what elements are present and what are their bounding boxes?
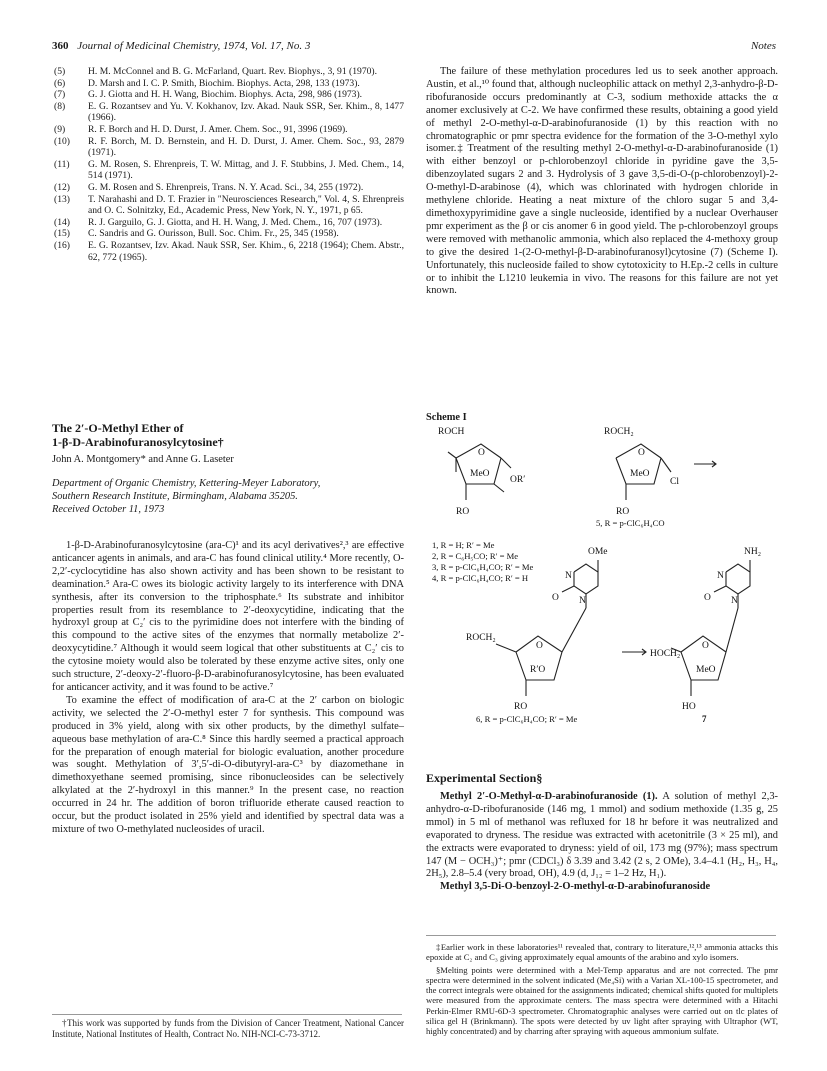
article-authors: John A. Montgomery* and Anne G. Laseter <box>52 454 234 465</box>
reference-item: (13) T. Narahashi and D. T. Frazier in "Neurosciences Research," Vol. 4, S. Ehrenpreis and O. C. Solnitzky, Ed., Academic Press, New York, N. Y., 1971, p 65. <box>54 193 404 217</box>
svg-text:O: O <box>704 593 711 603</box>
legend-1: 1, R = H; R′ = Me <box>432 540 495 550</box>
svg-text:N: N <box>717 571 724 581</box>
svg-text:O: O <box>552 593 559 603</box>
article-title: The 2′-O-Methyl Ether of 1-β-D-Arabinofuranosylcytosine† <box>52 421 224 449</box>
pyrimidine-ring-7 <box>726 564 750 594</box>
reference-list <box>52 66 404 263</box>
svg-text:ROCH₂: ROCH₂ <box>466 633 496 643</box>
reference-item: (14) R. J. Garguilo, G. J. Giotta, and H. H. Wang, J. Med. Chem., 16, 707 (1973). <box>54 216 383 228</box>
article-body-left <box>52 540 404 837</box>
svg-text:MeO: MeO <box>696 665 716 675</box>
reference-item: (9) R. F. Borch and H. D. Durst, J. Amer. Chem. Soc., 91, 3996 (1969). <box>54 123 348 135</box>
svg-text:O: O <box>702 641 709 651</box>
svg-text:R′O: R′O <box>530 665 546 675</box>
running-header <box>52 40 776 56</box>
legend-3: 3, R = p-ClC₆H₄CO; R′ = Me <box>432 562 534 572</box>
received-date: Received October 11, 1973 <box>52 503 165 515</box>
svg-text:O: O <box>638 448 645 458</box>
footnotes-right <box>426 942 778 1039</box>
reference-item: (10) R. F. Borch, M. D. Bernstein, and H. D. Durst, J. Amer. Chem. Soc., 93, 2879 (1971). <box>54 135 404 159</box>
svg-text:RO: RO <box>456 507 470 517</box>
svg-text:ROCH₂: ROCH₂ <box>604 427 634 437</box>
footnote-divider <box>426 935 776 936</box>
reference-item: (12) G. M. Rosen and S. Ehrenpreis, Trans. N. Y. Acad. Sci., 34, 255 (1972). <box>54 181 364 193</box>
experimental-body <box>426 791 778 894</box>
section-label: Notes <box>750 40 776 52</box>
svg-text:OR′: OR′ <box>510 475 526 485</box>
page-number: 360 <box>52 40 69 52</box>
svg-text:MeO: MeO <box>630 469 650 479</box>
reaction-scheme <box>426 422 786 767</box>
reference-item: (15) C. Sandris and G. Ourisson, Bull. Soc. Chim. Fr., 25, 345 (1958). <box>54 228 339 240</box>
svg-text:MeO: MeO <box>470 469 490 479</box>
svg-text:Cl: Cl <box>670 477 679 487</box>
legend-2: 2, R = C₆H₅CO; R′ = Me <box>432 551 519 561</box>
reference-item: (11) G. M. Rosen, S. Ehrenpreis, T. W. Mittag, and J. F. Stubbins, J. Med. Chem., 14, 514 (1971). <box>54 158 404 182</box>
footnote-divider <box>52 1014 402 1015</box>
svg-text:N: N <box>565 571 572 581</box>
experimental-heading: Experimental Section§ <box>426 771 543 785</box>
svg-text:O: O <box>478 448 485 458</box>
reference-item: (6) D. Marsh and I. C. P. Smith, Biochim. Biophys. Acta, 298, 133 (1973). <box>54 77 360 89</box>
legend-5: 5, R = p-ClC₆H₄CO <box>596 518 665 528</box>
legend-7: 7 <box>702 714 707 724</box>
reference-item: (8) E. G. Rozantsev and Yu. V. Kokhanov, Izv. Akad. Nauk SSR, Ser. Khim., 8, 1477 (1966). <box>54 100 404 124</box>
paragraph: 1-β-D-Arabinofuranosylcytosine (ara-C)¹ and its acyl derivatives²,³ are effective anticancer agents in animals, and ara-C has found clinical utility.⁴ More recently, O-2,2′-cyclocytidine has also shown activity and has been shown to be resistant to deamination.⁵ Ara-C owes its biologic activity largely to its interference with DNA synthesis, after its conversion to the triphosphate.⁶ Its substrate and inhibitor properties result from its resemblance to 2′-deoxycytidine, indicating that the hydroxyl group at C₂′ cis to the pyrimidine does not interfere with the binding of this compound to the active sites of the enzymes that normally metabolize 2′-deoxycytidine.⁷ Although it would seem logical that other substituents at C₂′ cis to the cytosine moiety would also be tolerated by these enzyme active sites, only one such structure, 2′-deoxy-2′-fluoro-β-D-arabinofuranosylcytosine, has been evaluated for anticancer activity, and it was found to be active.⁷ <box>52 540 404 693</box>
svg-text:N: N <box>579 596 586 606</box>
pyrimidine-ring-6 <box>574 564 598 594</box>
svg-text:ROCH: ROCH <box>438 427 465 437</box>
article-body-right <box>426 66 778 298</box>
paragraph: The failure of these methylation procedures led us to seek another approach. Austin, et al.,¹⁰ found that, although nucleophilic attack on methyl 2,3-anhydro-β-D-ribofuranoside occurs predominantly at C-3, sodium methoxide attacks the α anomer exclusively at C-2. We have confirmed these results, obtaining a good yield of methyl 2-O-methyl-α-D-arabinofuranoside (1) by this reaction with no chromatographic or pmr spectra evidence for the formation of the 3-O-methyl xylo isomer.‡ Treatment of the resulting methyl 2-O-methyl-α-D-arabinofuranoside (1) with either benzoyl or p-chlorobenzoyl chloride in pyridine gave the 3,5-dibenzoylated sugars 2 and 3. Hydrolysis of 3 gave 3,5-di-O-(p-chlorobenzoyl)-2-O-methyl-D-arabinose (4), which was chlorinated with hydrogen chloride in methylene chloride. Heating a neat mixture of the chloro sugar 5 and 3,4-dimethoxypyrimidine gave a single nucleoside, identified by a nuclear Overhauser pmr experiment as the β or cis anomer 6 in good yield. The p-chlorobenzoyl groups were removed with methanolic ammonia, which also replaced the 4-methoxy group to give the desired 1-(2-O-methyl-β-D-arabinofuranosyl)cytosine (7) (Scheme I). Unfortunately, this nucleoside failed to show cytotoxicity to H.Ep.-2 cells in culture or to inhibit the L1210 leukemia in vivo. The reasons for this failure are not yet known. <box>426 66 778 297</box>
legend-6: 6, R = p-ClC₆H₄CO; R′ = Me <box>476 714 578 724</box>
svg-text:OMe: OMe <box>588 547 608 557</box>
paragraph: To examine the effect of modification of ara-C at the 2′ carbon on biologic activity, we selected the 2′-O-methyl ester 7 for synthesis. This compound was produced in 3% yield, along with six other products, by the dimethyl sulfate–aqueous base methylation of ara-C.⁸ Since this hardly seemed a practical approach for the preparation of enough material for biologic evaluation, another procedure was sought. Methylation of 3′,5′-di-O-dibutyryl-ara-C³ by diazomethane in dimethoxyethane seemed promising, since ribonucleosides can be selectively alkylated at the 2′-hydroxyl in this manner.⁹ In the present case, no reaction occurred in 24 hr. The addition of boron trifluoride etherate caused reaction to occur, but the product isolated in 25% yield and identified by spectral data was a mixture of two O-methylated nucleosides of uracil. <box>52 694 404 835</box>
legend-4: 4, R = p-ClC₆H₄CO; R′ = H <box>432 573 529 583</box>
svg-text:RO: RO <box>514 702 528 712</box>
reference-item: (7) G. J. Giotta and H. H. Wang, Biochim. Biophys. Acta, 298, 986 (1973). <box>54 89 363 101</box>
footnote-funding: †This work was supported by funds from the Division of Cancer Treatment, National Cancer Institute, National Institutes of Health, Contract No. NIH-NCI-C-73-3712. <box>52 1018 404 1039</box>
svg-text:RO: RO <box>616 507 630 517</box>
svg-text:NH₂: NH₂ <box>744 547 762 557</box>
reference-item: (16) E. G. Rozantsev, Izv. Akad. Nauk SSR, Ser. Khim., 6, 2218 (1964); Chem. Abstr., 62, 772 (1965). <box>54 239 404 263</box>
paragraph: Methyl 2′-O-Methyl-α-D-arabinofuranoside (1). A solution of methyl 2,3-anhydro-α-D-ribofuranoside (146 mg, 1 mmol) and sodium methoxide (1.35 g, 25 mmol) in 5 ml of methanol was refluxed for 18 hr before it was neutralized and evaporated to dryness. The residue was extracted with acetonitrile (3 × 25 ml), and the extracts were evaporated to dryness: yield of oil, 173 mg (97%); mass spectrum 147 (M − OCH₃)⁺; pmr (CDCl₃) δ 3.39 and 3.42 (2 s, 2 OMe), 3.4–4.1 (H₂, H₃, H₄, 2H₅), 2.8–5.4 (very broad, OH), 4.9 (d, J₁₂ = 1–2 Hz, H₁). <box>426 791 778 880</box>
scheme-label: Scheme I <box>426 412 467 423</box>
footnote: §Melting points were determined with a Mel-Temp apparatus and are not corrected. The pmr spectra were determined in the solvent indicated (Me₄Si) with a Varian XL-100-15 spectrometer, and the correct integrals were obtained for the assignments indicated; chemical shifts quoted for multiplets were measured from the approximate centers. The mass spectra were determined with a Hitachi Perkin-Elmer RMU-6D-3 spectrometer. Chromatographic analyses were carried out on tlc plates of silica gel H (Brinkmann). The spots were detected by uv light after spraying with Ultraphor (WT, highly concentrated) and by charring after spraying with aqueous ammonium sulfate. <box>426 964 778 1037</box>
footnote: ‡Earlier work in these laboratories¹¹ revealed that, contrary to literature,¹²,¹³ ammonia attacks this epoxide at C₂ and C₃ giving approximately equal amounts of the arabino and xylo isomers. <box>426 942 778 963</box>
journal-citation: Journal of Medicinal Chemistry, 1974, Vol. 17, No. 3 <box>77 40 311 52</box>
svg-text:N: N <box>731 596 738 606</box>
paragraph: Methyl 3,5-Di-O-benzoyl-2-O-methyl-α-D-arabinofuranoside <box>440 881 711 893</box>
article-affiliation: Department of Organic Chemistry, Kettering-Meyer Laboratory, Southern Research Institute, Birmingham, Alabama 35205. Received October 11, 1973 <box>52 478 404 517</box>
svg-text:O: O <box>536 641 543 651</box>
svg-text:HOCH₂: HOCH₂ <box>650 649 681 659</box>
svg-text:HO: HO <box>682 702 696 712</box>
reference-item: (5) H. M. McConnel and B. G. McFarland, Quart. Rev. Biophys., 3, 91 (1970). <box>54 66 378 77</box>
